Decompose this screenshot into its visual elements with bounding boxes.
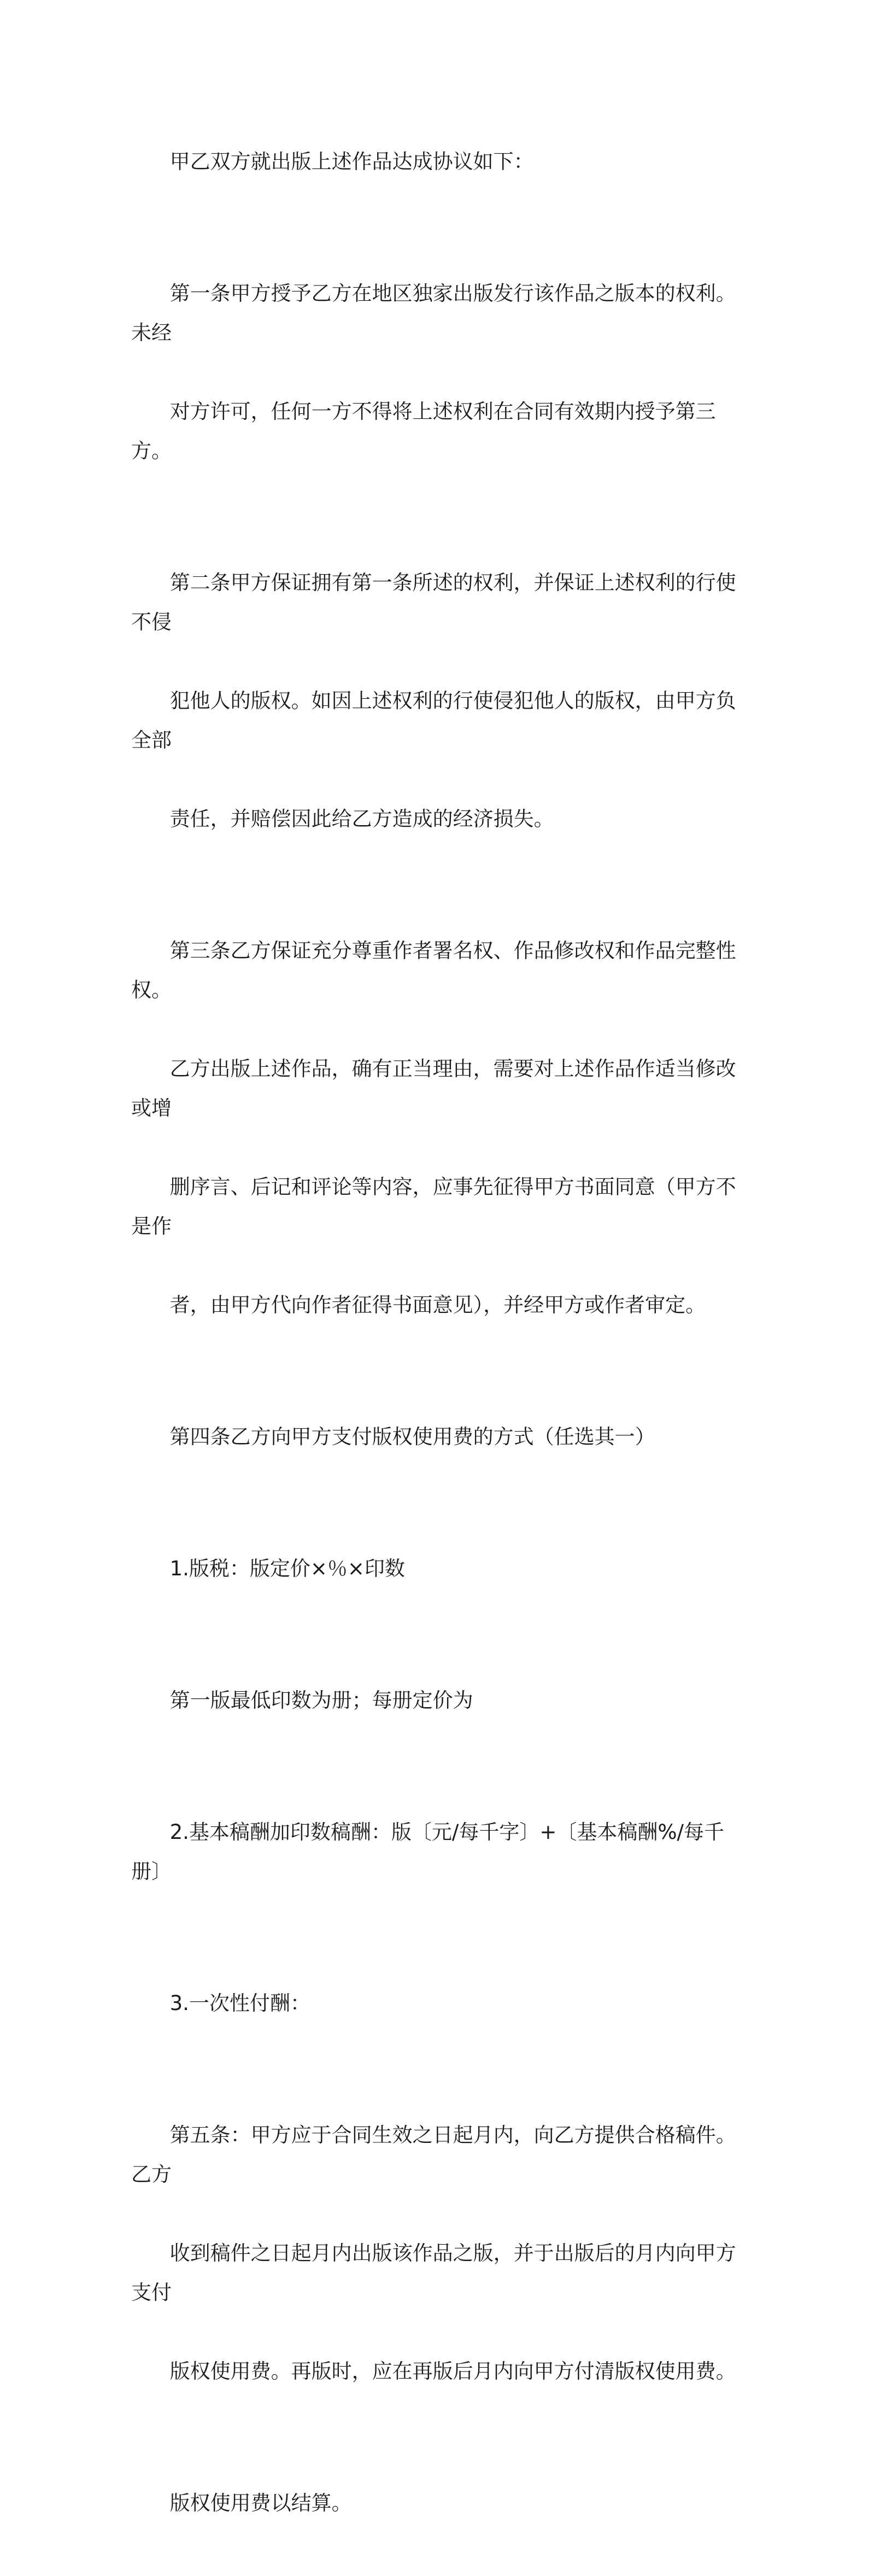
text-line: 对方许可，任何一方不得将上述权利在合同有效期内授予第三方。 [131,400,716,463]
paragraph-settlement [131,2444,750,2562]
text-line: 版权使用费以结算。 [169,2491,352,2515]
paragraph-option-royalty [131,1510,750,1628]
text-line: 1.版税：版定价×％×印数 [169,1557,405,1580]
text-line: 犯他人的版权。如因上述权利的行使侵犯他人的版权，由甲方负全部 [131,689,736,752]
text-line: 2.基本稿酬加印数稿酬：版〔元/每千字〕+〔基本稿酬%/每千册〕 [131,1820,724,1883]
text-line: 第二条甲方保证拥有第一条所述的权利，并保证上述权利的行使不侵 [131,571,736,634]
text-line: 甲乙双方就出版上述作品达成协议如下： [169,150,534,173]
text-line: 第一条甲方授予乙方在地区独家出版发行该作品之版本的权利。未经 [131,282,736,344]
text-line: 3.一次性付酬： [169,1991,310,2015]
text-line: 第四条乙方向甲方支付版权使用费的方式（任选其一） [169,1425,655,1448]
paragraph-article-4 [131,1378,750,1496]
document-body [131,103,750,2576]
paragraph-first-edition [131,1642,750,1760]
paragraph-article-1 [131,235,750,510]
text-line: 乙方出版上述作品，确有正当理由，需要对上述作品作适当修改或增 [131,1057,736,1120]
paragraph-option-lump-sum [131,1944,750,2063]
text-line: 收到稿件之日起月内出版该作品之版，并于出版后的月内向甲方支付 [131,2241,736,2304]
text-line: 第一版最低印数为册；每册定价为 [169,1689,473,1712]
text-line: 删序言、后记和评论等内容，应事先征得甲方书面同意（甲方不是作 [131,1175,736,1238]
paragraph-option-basic-fee [131,1773,750,1931]
paragraph-article-2 [131,524,750,878]
paragraph-article-5 [131,2076,750,2431]
text-line: 者，由甲方代向作者征得书面意见），并经甲方或作者审定。 [169,1293,706,1317]
paragraph-article-3 [131,892,750,1364]
text-line: 第三条乙方保证充分尊重作者署名权、作品修改权和作品完整性权。 [131,939,736,1002]
text-line: 责任，并赔偿因此给乙方造成的经济损失。 [169,807,554,831]
text-line: 版权使用费。再版时，应在再版后月内向甲方付清版权使用费。 [169,2359,736,2383]
text-line: 第五条：甲方应于合同生效之日起月内，向乙方提供合格稿件。乙方 [131,2123,736,2186]
paragraph-agreement-intro [131,103,750,221]
